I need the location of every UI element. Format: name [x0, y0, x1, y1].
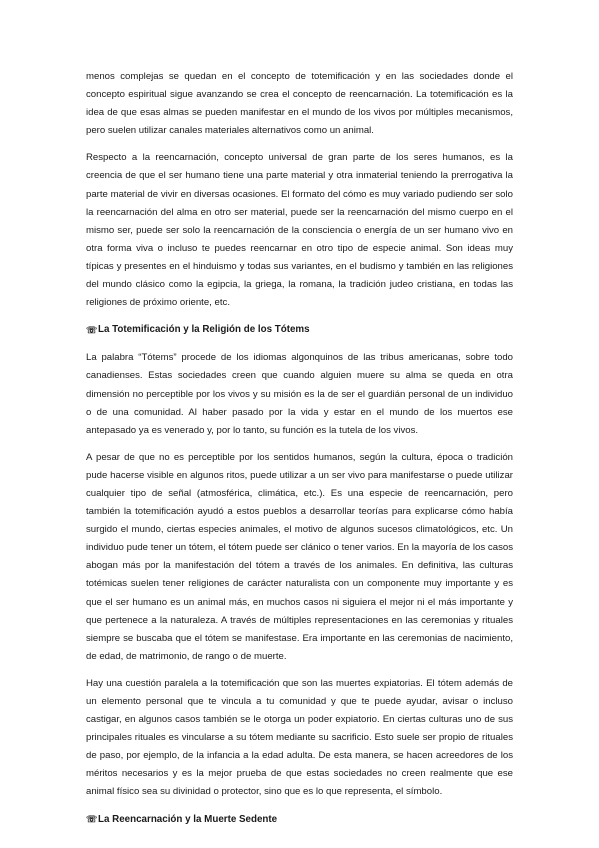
- phone-icon: ☏: [86, 814, 98, 825]
- section-heading: [86, 321, 513, 339]
- paragraph: Hay una cuestión paralela a la totemificación que son las muertes expiatorias. El tótem además de un elemento personal que te vincula a tu comunidad y que te puede ayudar, avisar o incluso castigar, en algunos casos también se le otorga un poder expiatorio. En ciertas culturas uno de sus principales rituales es vincularse a su tótem mediante su sacrificio. Esto suele ser propio de rituales de paso, por ejemplo, de la infancia a la edad adulta. De esta manera, se hacen acreedores de los méritos necesarios y es la mejor prueba de que estas sociedades no creen realmente que ese animal físico sea su divinidad o protector, sino que es lo que representa, el símbolo.: [86, 677, 513, 798]
- paragraph: A pesar de que no es perceptible por los sentidos humanos, según la cultura, época o tradición pude hacerse visible en algunos ritos, puede utilizar a un ser vivo para manifestarse o puede utilizar cualquier tipo de señal (atmosférica, climática, etc.). Es una especie de reencarnación, pero también la totemificación ayudó a estos pueblos a desarrollar teorías para explicarse cómo había surgido el mundo, ciertas especies animales, el motivo de algunos sucesos climatológicos, etc. Un individuo pude tener un tótem, el tótem puede ser clánico o tener varios. En la mayoría de los casos abogan más por la manifestación del tótem a través de los animales. En definitiva, las culturas totémicas suelen tener religiones de carácter naturalista con un componente muy importante y es que el ser humano es un animal más, en muchos casos ni siguiera el mejor ni el más importante y que pertenece a la naturaleza. A través de múltiples representaciones en las ceremonias y rituales siempre se buscaba que el tótem se manifestase. Era importante en las ceremonias de nacimiento, de edad, de matrimonio, de rango o de muerte.: [86, 451, 513, 662]
- section-heading: [86, 811, 513, 829]
- section-heading-text: La Reencarnación y la Muerte Sedente: [98, 813, 278, 825]
- paragraph: La palabra “Tótems” procede de los idiomas algonquinos de las tribus americanas, sobre todo canadienses. Estas sociedades creen que cuando alguien muere su alma se queda en otra dimensión no perceptible por los vivos y su misión es la de ser el guardián personal de un individuo o de una comunidad. Al haber pasado por la vida y estar en el mundo de los muertos ese antepasado ya es venerado y, por lo tanto, su función es la tutela de los vivos.: [86, 352, 513, 436]
- paragraph: menos complejas se quedan en el concepto de totemificación y en las sociedades donde el concepto espiritual sigue avanzando se crea el concepto de reencarnación. La totemificación es la idea de que esas almas se pueden manifestar en el mundo de los vivos por múltiples mecanismos, pero suelen utilizar canales materiales alternativos como un animal.: [86, 71, 513, 137]
- section-heading-text: La Totemificación y la Religión de los Tótems: [98, 324, 310, 336]
- paragraph: Respecto a la reencarnación, concepto universal de gran parte de los seres humanos, es la creencia de que el ser humano tiene una parte material y otra inmaterial teniendo la prerrogativa la parte material de vivir en diversas ocasiones. El formato del cómo es muy variado pudiendo ser solo la reencarnación del alma en otro ser material, puede ser la reencarnación del mismo cuerpo en el mismo ser, puede ser solo la reencarnación de la consciencia o energía de un ser humano vivo en otra forma viva o incluso te puedes reencarnar en otro tipo de especie animal. Son ideas muy típicas y presentes en el hinduismo y todas sus variantes, en el budismo y también en las religiones del mundo clásico como la egipcia, la griega, la romana, la tradición judeo cristiana, en todas las religiones de próximo oriente, etc.: [86, 152, 513, 309]
- document-page: [86, 68, 513, 839]
- phone-icon: ☏: [86, 324, 98, 335]
